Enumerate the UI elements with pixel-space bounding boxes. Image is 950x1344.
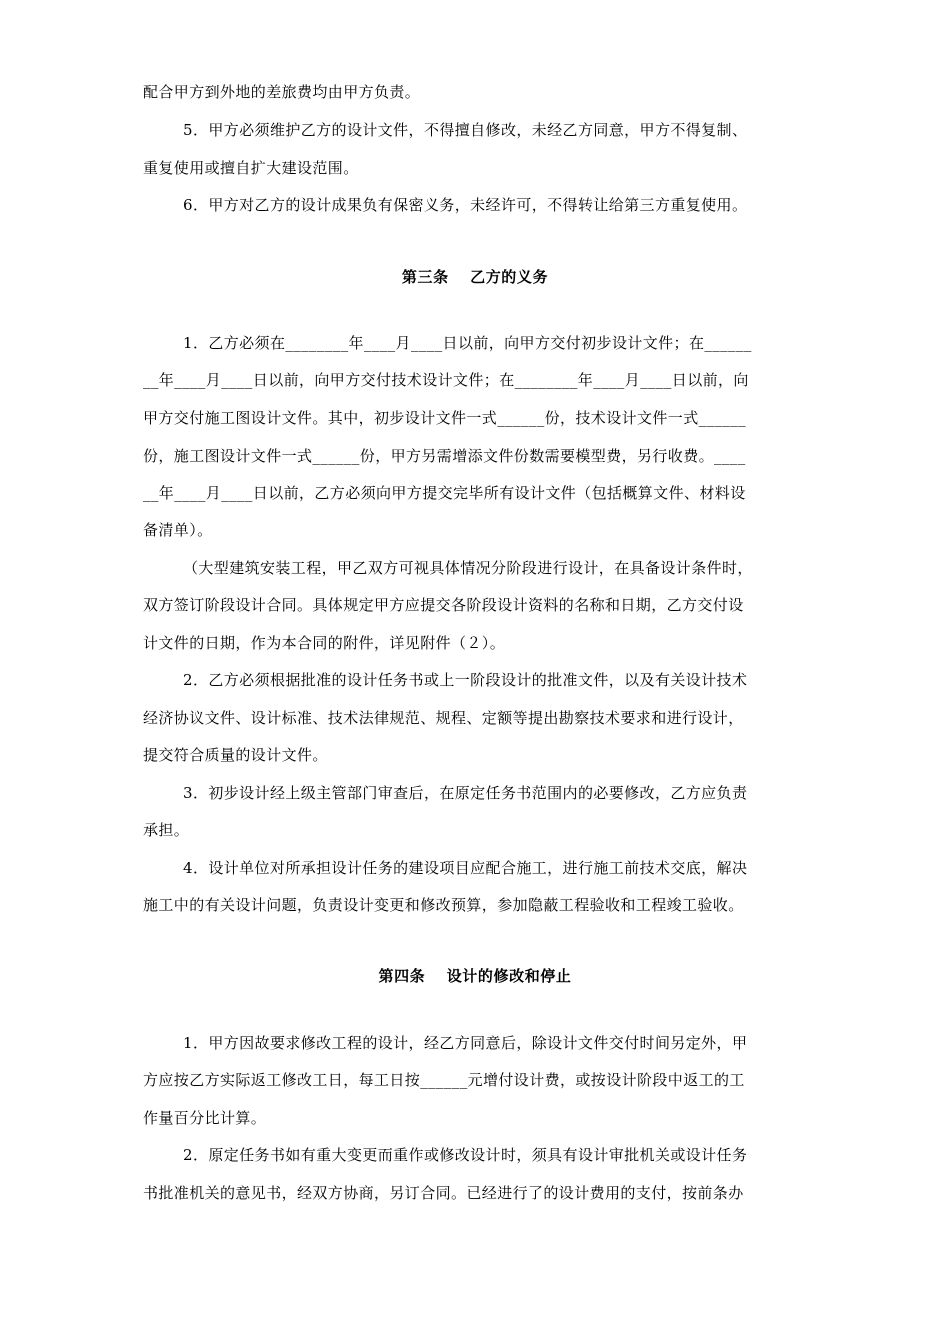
paragraph-line: __年____月____日以前，乙方必须向甲方提交完毕所有设计文件（包括概算文件、材料设 xyxy=(143,484,746,502)
paragraph-line: 1．乙方必须在________年____月____日以前，向甲方交付初步设计文件；在______ xyxy=(183,334,752,352)
paragraph-line: 作量百分比计算。 xyxy=(143,1109,267,1127)
paragraph-line: （大型建筑安装工程，甲乙双方可视具体情况分阶段进行设计，在具备设计条件时， xyxy=(183,559,753,577)
paragraph-line: 6．甲方对乙方的设计成果负有保密义务，未经许可，不得转让给第三方重复使用。 xyxy=(183,196,748,214)
paragraph-line: 重复使用或擅自扩大建设范围。 xyxy=(143,159,359,177)
paragraph-line: 备清单）。 xyxy=(143,521,213,539)
paragraph-line: 双方签订阶段设计合同。具体规定甲方应提交各阶段设计资料的名称和日期，乙方交付设 xyxy=(143,596,744,614)
paragraph-line: 配合甲方到外地的差旅费均由甲方负责。 xyxy=(143,83,421,101)
section-heading-article-4: 第四条 设计的修改和停止 xyxy=(378,967,572,985)
paragraph-line: 计文件的日期，作为本合同的附件，详见附件（２）。 xyxy=(143,634,506,652)
paragraph-line: __年____月____日以前，向甲方交付技术设计文件；在________年____月____日以前，向 xyxy=(143,371,749,389)
paragraph-line: 书批准机关的意见书，经双方协商，另订合同。已经进行了的设计费用的支付，按前条办 xyxy=(143,1184,744,1202)
paragraph-line: 经济协议文件、设计标准、技术法律规范、规程、定额等提出勘察技术要求和进行设计， xyxy=(143,709,744,727)
paragraph-line: 2．乙方必须根据批准的设计任务书或上一阶段设计的批准文件，以及有关设计技术 xyxy=(183,671,748,689)
paragraph-line: 5．甲方必须维护乙方的设计文件，不得擅自修改，未经乙方同意，甲方不得复制、 xyxy=(183,121,748,139)
paragraph-line: 提交符合质量的设计文件。 xyxy=(143,746,328,764)
paragraph-line: 3．初步设计经上级主管部门审查后，在原定任务书范围内的必要修改，乙方应负责 xyxy=(183,784,748,802)
paragraph-line: 1．甲方因故要求修改工程的设计，经乙方同意后，除设计文件交付时间另定外，甲 xyxy=(183,1034,748,1052)
paragraph-line: 甲方交付施工图设计文件。其中，初步设计文件一式______份，技术设计文件一式______ xyxy=(143,409,747,427)
paragraph-line: 2．原定任务书如有重大变更而重作或修改设计时，须具有设计审批机关或设计任务 xyxy=(183,1146,748,1164)
paragraph-line: 承担。 xyxy=(143,821,190,839)
section-heading-article-3: 第三条 乙方的义务 xyxy=(401,268,549,286)
paragraph-line: 4．设计单位对所承担设计任务的建设项目应配合施工，进行施工前技术交底，解决 xyxy=(183,859,748,877)
paragraph-line: 份，施工图设计文件一式______份，甲方另需增添文件份数需要模型费，另行收费。____ xyxy=(143,447,746,465)
paragraph-line: 施工中的有关设计问题，负责设计变更和修改预算，参加隐蔽工程验收和工程竣工验收。 xyxy=(143,896,744,914)
paragraph-line: 方应按乙方实际返工修改工日，每工日按______元增付设计费，或按设计阶段中返工的工 xyxy=(143,1071,745,1089)
